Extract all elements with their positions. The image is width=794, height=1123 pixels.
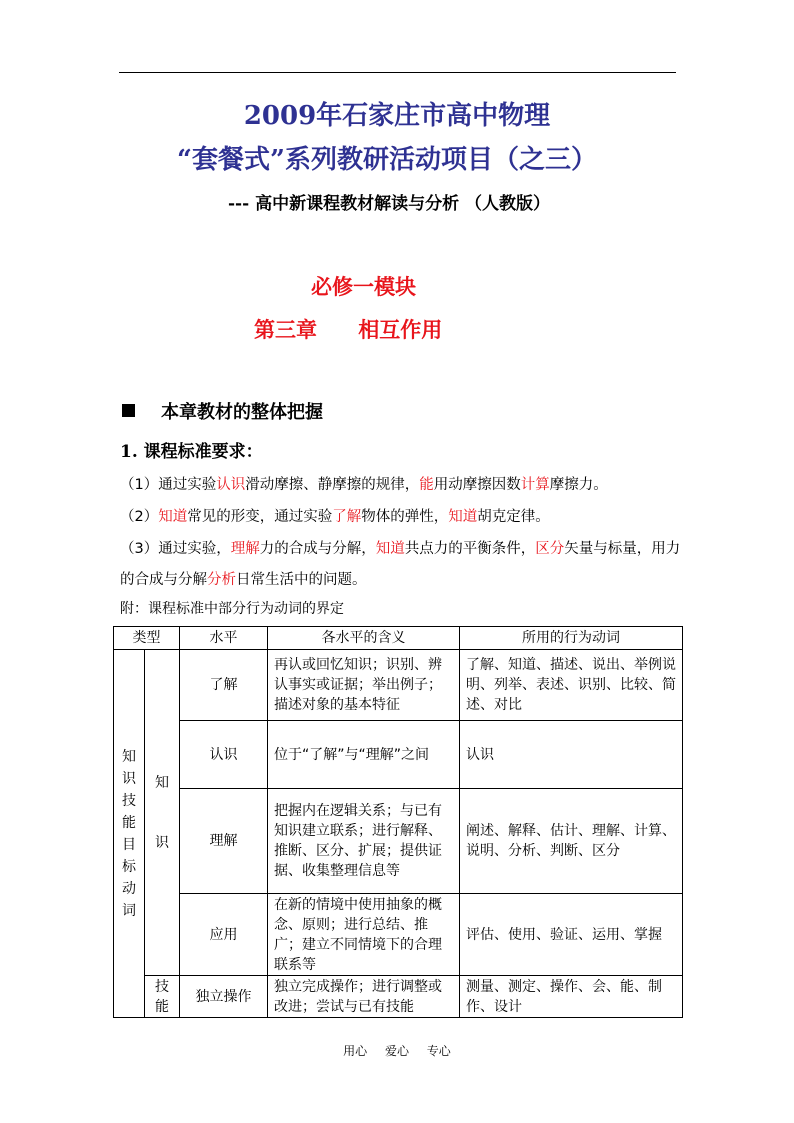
skill-cell: 技能	[145, 976, 180, 1018]
table-row	[114, 894, 683, 976]
meaning-cell: 独立完成操作；进行调整或改进；尝试与已有技能	[268, 976, 460, 1018]
table-header-cell: 类型	[114, 627, 180, 650]
section-heading-text: 本章教材的整体把握	[161, 402, 323, 423]
level-cell: 认识	[180, 721, 268, 789]
verb-definition-table	[113, 626, 683, 1018]
meaning-cell: 在新的情境中使用抽象的概念、原则；进行总结、推广；建立不同情境下的合理联系等	[268, 894, 460, 976]
level-cell: 理解	[180, 789, 268, 894]
requirement-item-1: （1）通过实验认识滑动摩擦、静摩擦的规律，能用动摩擦因数计算摩擦力。	[120, 477, 608, 493]
table-header-row	[114, 627, 683, 650]
verbs-cell: 了解、知道、描述、说出、举例说明、列举、表述、识别、比较、简述、对比	[460, 650, 683, 721]
meaning-cell: 再认或回忆知识；识别、辨认事实或证据；举出例子；描述对象的基本特征	[268, 650, 460, 721]
table-header-cell: 所用的行为动词	[460, 627, 683, 650]
header-rule	[119, 72, 676, 73]
level-cell: 了解	[180, 650, 268, 721]
requirement-heading: 1. 课程标准要求：	[120, 442, 263, 462]
table-row	[114, 650, 683, 721]
document-title: 2009年石家庄市高中物理	[243, 101, 551, 131]
level-cell: 独立操作	[180, 976, 268, 1018]
meaning-cell: 位于“了解”与“理解”之间	[268, 721, 460, 789]
table-header-cell: 各水平的含义	[268, 627, 460, 650]
verbs-cell: 测量、测定、操作、会、能、制作、设计	[460, 976, 683, 1018]
section-heading	[122, 398, 323, 424]
table-row	[114, 976, 683, 1018]
page-footer: 用心 爱心 专心	[343, 1044, 451, 1058]
square-bullet-icon	[122, 404, 135, 417]
verbs-cell: 评估、使用、验证、运用、掌握	[460, 894, 683, 976]
table-row	[114, 789, 683, 894]
appendix-note: 附：课程标准中部分行为动词的界定	[120, 601, 344, 617]
verbs-cell: 阐述、解释、估计、理解、计算、说明、分析、判断、区分	[460, 789, 683, 894]
table-row	[114, 721, 683, 789]
table-header-cell: 水平	[180, 627, 268, 650]
knowledge-cell: 知识	[145, 650, 180, 976]
requirement-item-2: （2）知道常见的形变，通过实验了解物体的弹性，知道胡克定律。	[120, 509, 550, 525]
chapter-title: 第三章 相互作用	[254, 317, 443, 342]
level-cell: 应用	[180, 894, 268, 976]
requirement-item-3: （3）通过实验，理解力的合成与分解，知道共点力的平衡条件，区分矢量与标量，用力的合成与分解分析日常生活中的问题。	[120, 541, 681, 588]
meaning-cell: 把握内在逻辑关系；与已有知识建立联系；进行解释、推断、区分、扩展；提供证据、收集整理信息等	[268, 789, 460, 894]
document-title-line2: “套餐式”系列教研活动项目（之三）	[177, 145, 597, 175]
verbs-cell: 认识	[460, 721, 683, 789]
document-subtitle: --- 高中新课程教材解读与分析 （人教版）	[228, 194, 551, 214]
category-cell: 知识技能目标动词	[114, 650, 145, 1018]
module-name: 必修一模块	[311, 274, 416, 299]
